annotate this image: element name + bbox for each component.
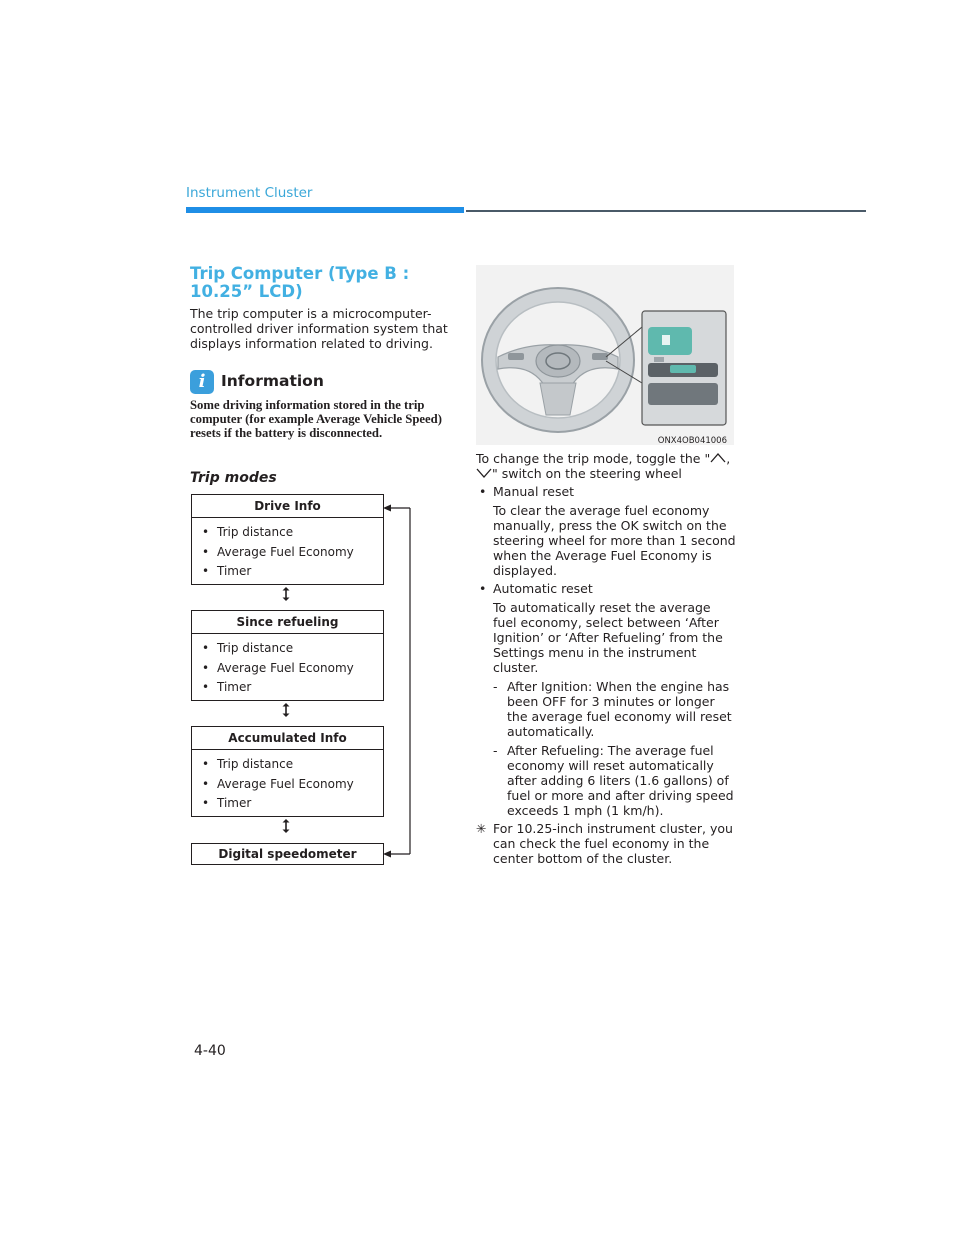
mode-box-since-refueling — [191, 610, 384, 701]
information-label: Information — [221, 372, 324, 390]
mode-title: Accumulated Info — [192, 727, 383, 750]
header-rule — [466, 210, 866, 212]
section-title: Trip Computer (Type B : 10.25” LCD) — [190, 264, 410, 301]
steering-wheel-illustration — [476, 265, 734, 445]
mode-item: • Average Fuel Economy — [202, 776, 354, 791]
header-rule-accent — [186, 207, 464, 213]
trip-modes-title: Trip modes — [190, 470, 277, 486]
mode-item: • Trip distance — [202, 525, 294, 539]
chevron-down-icon — [476, 467, 492, 479]
after-refueling-item: - After Refueling: The average fuel economy will reset automatically after adding 6 liters (1.6 gallons) of fuel or more and after driving speed exceeds 1 mph (1 km/h). — [493, 743, 734, 818]
instructions — [476, 451, 738, 866]
page-number: 4-40 — [194, 1043, 226, 1059]
running-header: Instrument Cluster — [186, 185, 313, 201]
up-down-arrow-icon — [280, 818, 292, 834]
mode-cycle-connector — [380, 500, 420, 860]
after-ignition-item: - After Ignition: When the engine has been OFF for 3 minutes or longer the average fuel economy will reset automatically. — [493, 679, 732, 739]
mode-box-drive-info — [191, 494, 384, 585]
info-icon: i — [190, 370, 214, 394]
note-symbol: ✳ — [476, 821, 487, 836]
mode-box-digital-speedometer — [191, 843, 384, 865]
information-heading — [190, 370, 460, 396]
automatic-reset-text: To automatically reset the average fuel economy, select between ‘After Ignition’ or ‘After Refueling’ from the Settings menu in the instrument cluster. — [493, 600, 723, 675]
mode-item: • Trip distance — [202, 641, 294, 655]
up-down-arrow-icon — [280, 586, 292, 602]
mode-item: • Trip distance — [202, 757, 294, 771]
mode-item: • Average Fuel Economy — [202, 660, 354, 675]
manual-reset-text: To clear the average fuel economy manually, press the OK switch on the steering wheel for more than 1 second when the Average Fuel Economy is displayed. — [493, 503, 736, 578]
mode-item: • Timer — [202, 564, 252, 578]
toggle-instruction: To change the trip mode, toggle the " , " switch on the steering wheel — [476, 451, 731, 481]
mode-box-accumulated-info — [191, 726, 384, 817]
up-down-arrow-icon — [280, 702, 292, 718]
information-text: Some driving information stored in the trip computer (for example Average Vehicle Speed) resets if the battery is disconnected. — [190, 398, 442, 440]
chevron-up-icon — [710, 452, 726, 464]
figure-caption: ONX4OB041006 — [657, 436, 727, 446]
note: ✳ For 10.25-inch instrument cluster, you can check the fuel economy in the center bottom of the cluster. — [476, 821, 733, 866]
mode-item: • Timer — [202, 680, 252, 694]
section-intro: The trip computer is a microcomputer-controlled driver information system that displays information related to driving. — [190, 306, 448, 351]
mode-title: Drive Info — [192, 495, 383, 518]
mode-title: Digital speedometer — [218, 847, 357, 861]
manual-reset-item: • Manual reset — [479, 484, 575, 499]
mode-title: Since refueling — [192, 611, 383, 634]
steering-wheel-figure — [476, 265, 734, 445]
automatic-reset-item: • Automatic reset — [479, 581, 593, 596]
mode-item: • Average Fuel Economy — [202, 544, 354, 559]
mode-item: • Timer — [202, 796, 252, 810]
